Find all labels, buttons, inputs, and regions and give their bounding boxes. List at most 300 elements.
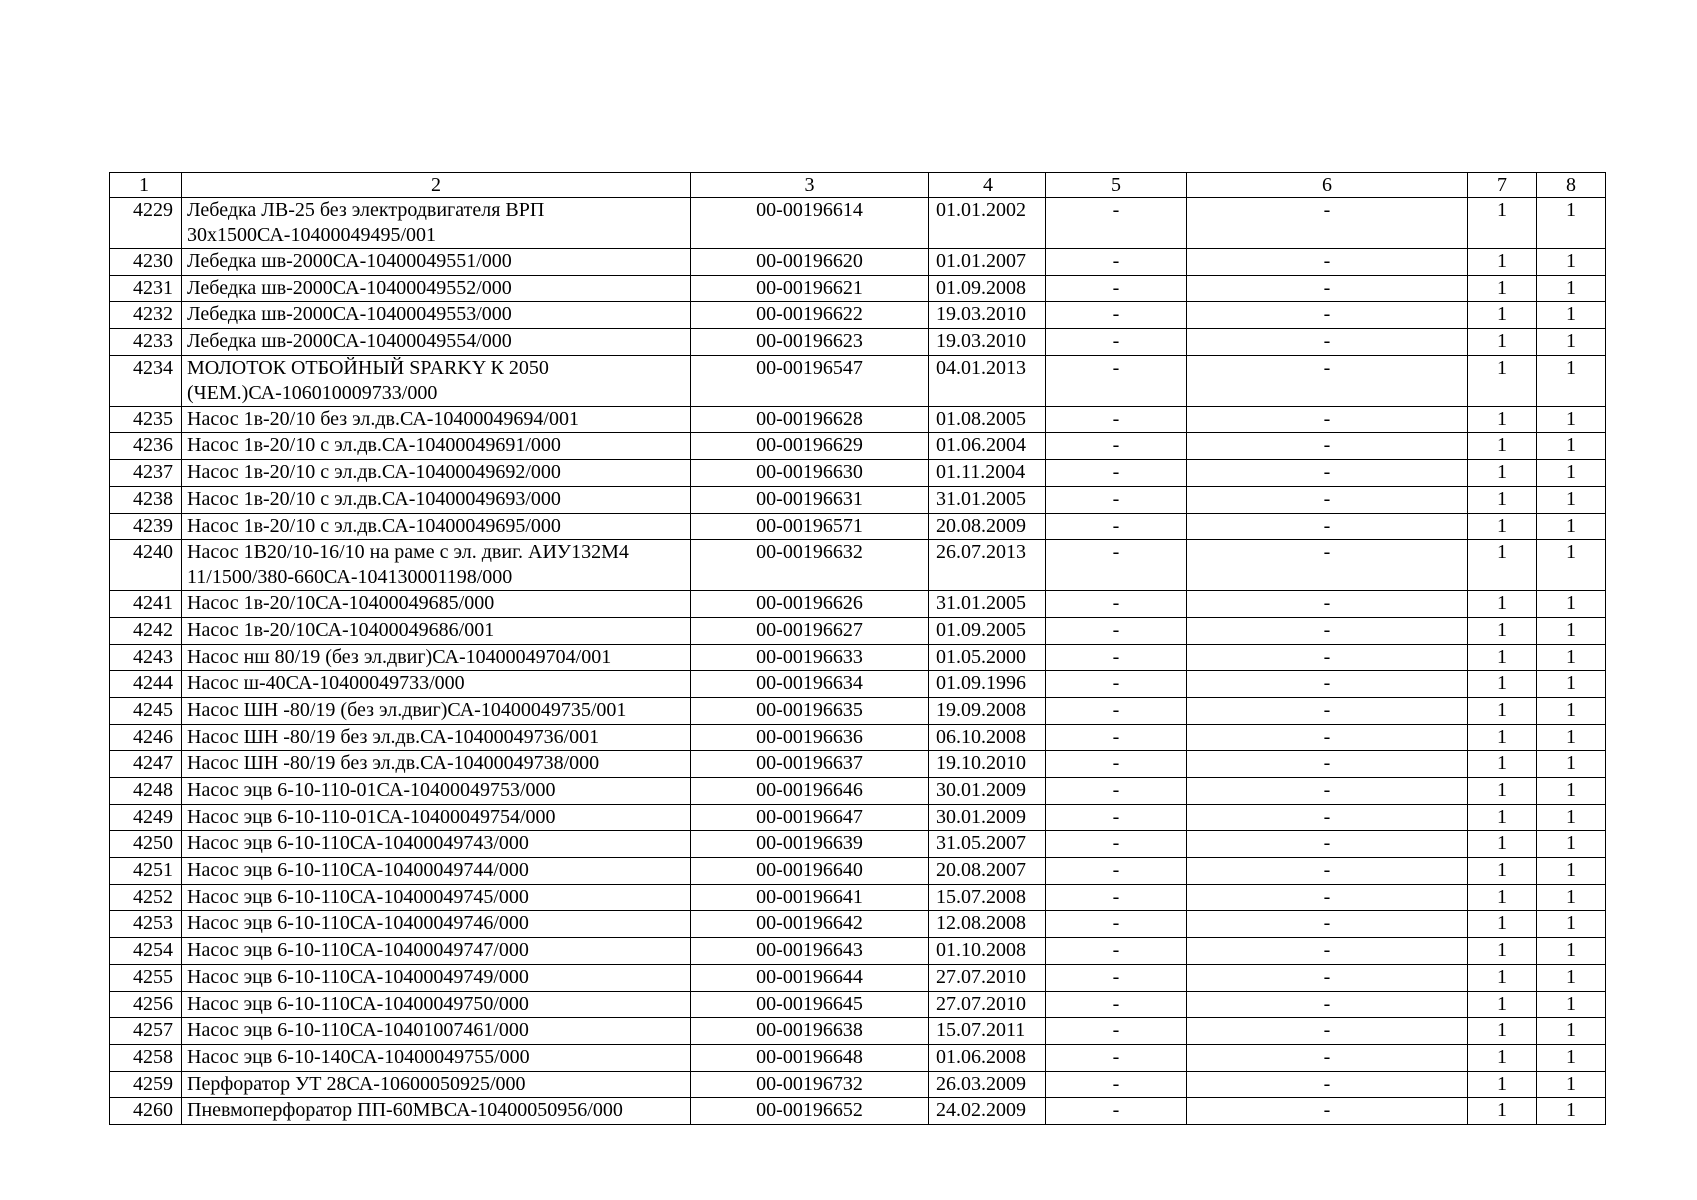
item-name-cell: Насос 1в-20/10 с эл.дв.СА-10400049693/000 — [182, 486, 691, 513]
row-number-cell: 4255 — [110, 964, 182, 991]
row-number-cell: 4247 — [110, 751, 182, 778]
date-cell: 01.09.2005 — [929, 617, 1046, 644]
column-8-cell: 1 — [1537, 911, 1606, 938]
item-name-cell: Насос эцв 6-10-110СА-10400049743/000 — [182, 831, 691, 858]
column-7-cell: 1 — [1468, 911, 1537, 938]
table-row — [110, 1071, 1606, 1098]
column-5-cell: - — [1046, 697, 1187, 724]
date-cell: 01.09.1996 — [929, 671, 1046, 698]
row-number-cell: 4244 — [110, 671, 182, 698]
column-7-cell: 1 — [1468, 486, 1537, 513]
row-number-cell: 4253 — [110, 911, 182, 938]
table-row — [110, 778, 1606, 805]
inventory-table — [109, 172, 1606, 1125]
item-name-cell: Пневмоперфоратор ПП-60МВСА-10400050956/000 — [182, 1098, 691, 1125]
date-cell: 30.01.2009 — [929, 778, 1046, 805]
column-5-cell: - — [1046, 991, 1187, 1018]
column-8-cell: 1 — [1537, 831, 1606, 858]
column-5-cell: - — [1046, 1098, 1187, 1125]
column-5-cell: - — [1046, 911, 1187, 938]
inventory-number-cell: 00-00196643 — [691, 938, 929, 965]
column-6-cell: - — [1187, 617, 1468, 644]
item-name-cell: Насос 1в-20/10СА-10400049685/000 — [182, 591, 691, 618]
header-cell-3: 3 — [691, 173, 929, 198]
column-8-cell: 1 — [1537, 938, 1606, 965]
column-7-cell: 1 — [1468, 1018, 1537, 1045]
column-8-cell: 1 — [1537, 406, 1606, 433]
column-5-cell: - — [1046, 831, 1187, 858]
table-row — [110, 697, 1606, 724]
date-cell: 20.08.2007 — [929, 858, 1046, 885]
column-8-cell: 1 — [1537, 513, 1606, 540]
column-6-cell: - — [1187, 486, 1468, 513]
table-row — [110, 1044, 1606, 1071]
row-number-cell: 4232 — [110, 302, 182, 329]
table-row — [110, 591, 1606, 618]
column-7-cell: 1 — [1468, 591, 1537, 618]
column-6-cell: - — [1187, 778, 1468, 805]
column-7-cell: 1 — [1468, 513, 1537, 540]
inventory-number-cell: 00-00196636 — [691, 724, 929, 751]
header-cell-7: 7 — [1468, 173, 1537, 198]
row-number-cell: 4240 — [110, 540, 182, 591]
item-name-cell: Насос 1в-20/10 без эл.дв.СА-10400049694/001 — [182, 406, 691, 433]
column-5-cell: - — [1046, 644, 1187, 671]
date-cell: 31.05.2007 — [929, 831, 1046, 858]
column-6-cell: - — [1187, 1044, 1468, 1071]
column-7-cell: 1 — [1468, 1071, 1537, 1098]
item-name-cell: Насос ШН -80/19 без эл.дв.СА-10400049736/001 — [182, 724, 691, 751]
column-6-cell: - — [1187, 591, 1468, 618]
column-8-cell: 1 — [1537, 433, 1606, 460]
column-5-cell: - — [1046, 513, 1187, 540]
item-name-cell: Насос 1в-20/10 с эл.дв.СА-10400049691/000 — [182, 433, 691, 460]
column-7-cell: 1 — [1468, 697, 1537, 724]
inventory-number-cell: 00-00196626 — [691, 591, 929, 618]
date-cell: 01.05.2000 — [929, 644, 1046, 671]
table-row — [110, 751, 1606, 778]
column-5-cell: - — [1046, 1044, 1187, 1071]
item-name-cell: Насос ШН -80/19 (без эл.двиг)СА-10400049735/001 — [182, 697, 691, 724]
table-row — [110, 858, 1606, 885]
date-cell: 30.01.2009 — [929, 804, 1046, 831]
row-number-cell: 4234 — [110, 355, 182, 406]
item-name-cell: Насос эцв 6-10-110СА-10400049750/000 — [182, 991, 691, 1018]
table-row — [110, 804, 1606, 831]
date-cell: 26.07.2013 — [929, 540, 1046, 591]
column-5-cell: - — [1046, 329, 1187, 356]
inventory-number-cell: 00-00196627 — [691, 617, 929, 644]
inventory-number-cell: 00-00196634 — [691, 671, 929, 698]
item-name-cell: Лебедка шв-2000СА-10400049551/000 — [182, 249, 691, 276]
column-6-cell: - — [1187, 275, 1468, 302]
column-5-cell: - — [1046, 858, 1187, 885]
table-row — [110, 540, 1606, 591]
column-8-cell: 1 — [1537, 591, 1606, 618]
row-number-cell: 4242 — [110, 617, 182, 644]
column-5-cell: - — [1046, 275, 1187, 302]
row-number-cell: 4258 — [110, 1044, 182, 1071]
header-cell-2: 2 — [182, 173, 691, 198]
column-8-cell: 1 — [1537, 697, 1606, 724]
column-7-cell: 1 — [1468, 964, 1537, 991]
column-8-cell: 1 — [1537, 617, 1606, 644]
column-6-cell: - — [1187, 884, 1468, 911]
item-name-cell: Насос эцв 6-10-110СА-10400049744/000 — [182, 858, 691, 885]
item-name-cell: Насос эцв 6-10-110СА-10400049747/000 — [182, 938, 691, 965]
date-cell: 31.01.2005 — [929, 486, 1046, 513]
item-name-cell: Лебедка шв-2000СА-10400049553/000 — [182, 302, 691, 329]
row-number-cell: 4252 — [110, 884, 182, 911]
item-name-cell: Насос эцв 6-10-110СА-10401007461/000 — [182, 1018, 691, 1045]
inventory-number-cell: 00-00196642 — [691, 911, 929, 938]
column-6-cell: - — [1187, 198, 1468, 249]
item-name-cell: Насос 1в-20/10СА-10400049686/001 — [182, 617, 691, 644]
row-number-cell: 4231 — [110, 275, 182, 302]
column-7-cell: 1 — [1468, 938, 1537, 965]
item-name-cell: Лебедка ЛВ-25 без электродвигателя ВРП 30х1500СА-10400049495/001 — [182, 198, 691, 249]
row-number-cell: 4251 — [110, 858, 182, 885]
table-row — [110, 460, 1606, 487]
column-6-cell: - — [1187, 1018, 1468, 1045]
column-5-cell: - — [1046, 884, 1187, 911]
date-cell: 27.07.2010 — [929, 964, 1046, 991]
column-5-cell: - — [1046, 198, 1187, 249]
column-7-cell: 1 — [1468, 406, 1537, 433]
column-7-cell: 1 — [1468, 1044, 1537, 1071]
column-5-cell: - — [1046, 540, 1187, 591]
inventory-number-cell: 00-00196632 — [691, 540, 929, 591]
column-7-cell: 1 — [1468, 355, 1537, 406]
date-cell: 01.06.2004 — [929, 433, 1046, 460]
inventory-number-cell: 00-00196622 — [691, 302, 929, 329]
inventory-number-cell: 00-00196640 — [691, 858, 929, 885]
item-name-cell: Насос эцв 6-10-110СА-10400049745/000 — [182, 884, 691, 911]
column-8-cell: 1 — [1537, 460, 1606, 487]
column-5-cell: - — [1046, 406, 1187, 433]
inventory-number-cell: 00-00196652 — [691, 1098, 929, 1125]
row-number-cell: 4257 — [110, 1018, 182, 1045]
column-8-cell: 1 — [1537, 355, 1606, 406]
column-8-cell: 1 — [1537, 858, 1606, 885]
item-name-cell: Насос 1в-20/10 с эл.дв.СА-10400049692/000 — [182, 460, 691, 487]
date-cell: 01.01.2007 — [929, 249, 1046, 276]
inventory-number-cell: 00-00196630 — [691, 460, 929, 487]
inventory-number-cell: 00-00196638 — [691, 1018, 929, 1045]
table-row — [110, 911, 1606, 938]
column-7-cell: 1 — [1468, 275, 1537, 302]
item-name-cell: Насос эцв 6-10-140СА-10400049755/000 — [182, 1044, 691, 1071]
header-cell-1: 1 — [110, 173, 182, 198]
row-number-cell: 4245 — [110, 697, 182, 724]
column-7-cell: 1 — [1468, 302, 1537, 329]
table-row — [110, 302, 1606, 329]
column-5-cell: - — [1046, 751, 1187, 778]
item-name-cell: Насос 1В20/10-16/10 на раме с эл. двиг. АИУ132М4 11/1500/380-660СА-104130001198/000 — [182, 540, 691, 591]
inventory-number-cell: 00-00196637 — [691, 751, 929, 778]
column-5-cell: - — [1046, 302, 1187, 329]
document-sheet — [109, 172, 1599, 1125]
column-7-cell: 1 — [1468, 831, 1537, 858]
column-7-cell: 1 — [1468, 460, 1537, 487]
row-number-cell: 4250 — [110, 831, 182, 858]
column-7-cell: 1 — [1468, 991, 1537, 1018]
date-cell: 06.10.2008 — [929, 724, 1046, 751]
column-6-cell: - — [1187, 697, 1468, 724]
header-cell-6: 6 — [1187, 173, 1468, 198]
inventory-number-cell: 00-00196621 — [691, 275, 929, 302]
table-row — [110, 884, 1606, 911]
column-6-cell: - — [1187, 991, 1468, 1018]
table-row — [110, 486, 1606, 513]
column-6-cell: - — [1187, 433, 1468, 460]
row-number-cell: 4256 — [110, 991, 182, 1018]
table-row — [110, 275, 1606, 302]
column-8-cell: 1 — [1537, 991, 1606, 1018]
row-number-cell: 4236 — [110, 433, 182, 460]
column-8-cell: 1 — [1537, 1018, 1606, 1045]
table-row — [110, 991, 1606, 1018]
inventory-number-cell: 00-00196648 — [691, 1044, 929, 1071]
date-cell: 27.07.2010 — [929, 991, 1046, 1018]
header-row — [110, 173, 1606, 198]
column-6-cell: - — [1187, 751, 1468, 778]
column-6-cell: - — [1187, 831, 1468, 858]
item-name-cell: Насос эцв 6-10-110СА-10400049746/000 — [182, 911, 691, 938]
column-6-cell: - — [1187, 513, 1468, 540]
inventory-number-cell: 00-00196623 — [691, 329, 929, 356]
row-number-cell: 4238 — [110, 486, 182, 513]
row-number-cell: 4246 — [110, 724, 182, 751]
header-cell-8: 8 — [1537, 173, 1606, 198]
item-name-cell: Перфоратор УТ 28СА-10600050925/000 — [182, 1071, 691, 1098]
date-cell: 12.08.2008 — [929, 911, 1046, 938]
inventory-number-cell: 00-00196620 — [691, 249, 929, 276]
row-number-cell: 4260 — [110, 1098, 182, 1125]
item-name-cell: Насос ш-40СА-10400049733/000 — [182, 671, 691, 698]
column-7-cell: 1 — [1468, 724, 1537, 751]
column-8-cell: 1 — [1537, 1044, 1606, 1071]
column-7-cell: 1 — [1468, 249, 1537, 276]
column-6-cell: - — [1187, 406, 1468, 433]
header-cell-4: 4 — [929, 173, 1046, 198]
row-number-cell: 4235 — [110, 406, 182, 433]
column-8-cell: 1 — [1537, 751, 1606, 778]
row-number-cell: 4248 — [110, 778, 182, 805]
date-cell: 15.07.2011 — [929, 1018, 1046, 1045]
column-6-cell: - — [1187, 671, 1468, 698]
table-row — [110, 644, 1606, 671]
table-row — [110, 671, 1606, 698]
column-5-cell: - — [1046, 1018, 1187, 1045]
header-cell-5: 5 — [1046, 173, 1187, 198]
table-row — [110, 1098, 1606, 1125]
table-row — [110, 724, 1606, 751]
column-7-cell: 1 — [1468, 751, 1537, 778]
column-7-cell: 1 — [1468, 540, 1537, 591]
column-5-cell: - — [1046, 591, 1187, 618]
table-row — [110, 198, 1606, 249]
date-cell: 15.07.2008 — [929, 884, 1046, 911]
inventory-number-cell: 00-00196628 — [691, 406, 929, 433]
item-name-cell: Лебедка шв-2000СА-10400049552/000 — [182, 275, 691, 302]
column-8-cell: 1 — [1537, 1098, 1606, 1125]
column-7-cell: 1 — [1468, 858, 1537, 885]
date-cell: 24.02.2009 — [929, 1098, 1046, 1125]
column-5-cell: - — [1046, 433, 1187, 460]
table-row — [110, 1018, 1606, 1045]
date-cell: 04.01.2013 — [929, 355, 1046, 406]
column-7-cell: 1 — [1468, 329, 1537, 356]
inventory-number-cell: 00-00196641 — [691, 884, 929, 911]
inventory-number-cell: 00-00196635 — [691, 697, 929, 724]
date-cell: 31.01.2005 — [929, 591, 1046, 618]
column-8-cell: 1 — [1537, 778, 1606, 805]
column-8-cell: 1 — [1537, 486, 1606, 513]
column-6-cell: - — [1187, 964, 1468, 991]
column-8-cell: 1 — [1537, 804, 1606, 831]
date-cell: 20.08.2009 — [929, 513, 1046, 540]
column-6-cell: - — [1187, 938, 1468, 965]
table-row — [110, 831, 1606, 858]
inventory-number-cell: 00-00196732 — [691, 1071, 929, 1098]
row-number-cell: 4259 — [110, 1071, 182, 1098]
item-name-cell: Насос 1в-20/10 с эл.дв.СА-10400049695/000 — [182, 513, 691, 540]
inventory-number-cell: 00-00196631 — [691, 486, 929, 513]
table-body — [110, 198, 1606, 1125]
column-8-cell: 1 — [1537, 724, 1606, 751]
date-cell: 19.09.2008 — [929, 697, 1046, 724]
inventory-number-cell: 00-00196645 — [691, 991, 929, 1018]
column-5-cell: - — [1046, 460, 1187, 487]
column-6-cell: - — [1187, 460, 1468, 487]
column-8-cell: 1 — [1537, 671, 1606, 698]
column-5-cell: - — [1046, 249, 1187, 276]
date-cell: 01.06.2008 — [929, 1044, 1046, 1071]
column-5-cell: - — [1046, 671, 1187, 698]
column-8-cell: 1 — [1537, 302, 1606, 329]
column-6-cell: - — [1187, 540, 1468, 591]
inventory-number-cell: 00-00196571 — [691, 513, 929, 540]
date-cell: 01.08.2005 — [929, 406, 1046, 433]
item-name-cell: Насос эцв 6-10-110-01СА-10400049754/000 — [182, 804, 691, 831]
row-number-cell: 4233 — [110, 329, 182, 356]
item-name-cell: МОЛОТОК ОТБОЙНЫЙ SPARKY К 2050 (ЧЕМ.)СА-106010009733/000 — [182, 355, 691, 406]
row-number-cell: 4249 — [110, 804, 182, 831]
table-row — [110, 938, 1606, 965]
column-5-cell: - — [1046, 1071, 1187, 1098]
table-row — [110, 617, 1606, 644]
column-6-cell: - — [1187, 1071, 1468, 1098]
inventory-number-cell: 00-00196644 — [691, 964, 929, 991]
column-8-cell: 1 — [1537, 275, 1606, 302]
date-cell: 01.01.2002 — [929, 198, 1046, 249]
column-8-cell: 1 — [1537, 198, 1606, 249]
column-6-cell: - — [1187, 302, 1468, 329]
inventory-number-cell: 00-00196639 — [691, 831, 929, 858]
row-number-cell: 4230 — [110, 249, 182, 276]
date-cell: 19.03.2010 — [929, 302, 1046, 329]
column-6-cell: - — [1187, 1098, 1468, 1125]
column-7-cell: 1 — [1468, 804, 1537, 831]
column-5-cell: - — [1046, 938, 1187, 965]
column-8-cell: 1 — [1537, 884, 1606, 911]
item-name-cell: Лебедка шв-2000СА-10400049554/000 — [182, 329, 691, 356]
column-7-cell: 1 — [1468, 198, 1537, 249]
date-cell: 01.09.2008 — [929, 275, 1046, 302]
column-7-cell: 1 — [1468, 884, 1537, 911]
row-number-cell: 4243 — [110, 644, 182, 671]
column-6-cell: - — [1187, 911, 1468, 938]
row-number-cell: 4239 — [110, 513, 182, 540]
column-5-cell: - — [1046, 778, 1187, 805]
column-6-cell: - — [1187, 804, 1468, 831]
table-row — [110, 964, 1606, 991]
column-6-cell: - — [1187, 858, 1468, 885]
item-name-cell: Насос эцв 6-10-110-01СА-10400049753/000 — [182, 778, 691, 805]
inventory-number-cell: 00-00196633 — [691, 644, 929, 671]
inventory-number-cell: 00-00196647 — [691, 804, 929, 831]
item-name-cell: Насос эцв 6-10-110СА-10400049749/000 — [182, 964, 691, 991]
column-8-cell: 1 — [1537, 249, 1606, 276]
column-7-cell: 1 — [1468, 644, 1537, 671]
date-cell: 01.10.2008 — [929, 938, 1046, 965]
row-number-cell: 4254 — [110, 938, 182, 965]
column-7-cell: 1 — [1468, 433, 1537, 460]
column-5-cell: - — [1046, 724, 1187, 751]
column-6-cell: - — [1187, 249, 1468, 276]
table-row — [110, 329, 1606, 356]
inventory-number-cell: 00-00196614 — [691, 198, 929, 249]
column-7-cell: 1 — [1468, 671, 1537, 698]
inventory-number-cell: 00-00196646 — [691, 778, 929, 805]
item-name-cell: Насос нш 80/19 (без эл.двиг)СА-10400049704/001 — [182, 644, 691, 671]
column-6-cell: - — [1187, 644, 1468, 671]
column-7-cell: 1 — [1468, 617, 1537, 644]
column-7-cell: 1 — [1468, 1098, 1537, 1125]
column-8-cell: 1 — [1537, 964, 1606, 991]
item-name-cell: Насос ШН -80/19 без эл.дв.СА-10400049738/000 — [182, 751, 691, 778]
date-cell: 26.03.2009 — [929, 1071, 1046, 1098]
date-cell: 19.03.2010 — [929, 329, 1046, 356]
column-6-cell: - — [1187, 355, 1468, 406]
table-row — [110, 513, 1606, 540]
row-number-cell: 4229 — [110, 198, 182, 249]
column-8-cell: 1 — [1537, 540, 1606, 591]
column-5-cell: - — [1046, 617, 1187, 644]
inventory-number-cell: 00-00196629 — [691, 433, 929, 460]
table-row — [110, 433, 1606, 460]
column-8-cell: 1 — [1537, 644, 1606, 671]
column-6-cell: - — [1187, 724, 1468, 751]
date-cell: 01.11.2004 — [929, 460, 1046, 487]
column-5-cell: - — [1046, 804, 1187, 831]
column-8-cell: 1 — [1537, 1071, 1606, 1098]
table-row — [110, 249, 1606, 276]
table-row — [110, 406, 1606, 433]
table-row — [110, 355, 1606, 406]
column-7-cell: 1 — [1468, 778, 1537, 805]
column-5-cell: - — [1046, 964, 1187, 991]
column-5-cell: - — [1046, 486, 1187, 513]
column-6-cell: - — [1187, 329, 1468, 356]
column-8-cell: 1 — [1537, 329, 1606, 356]
row-number-cell: 4237 — [110, 460, 182, 487]
inventory-number-cell: 00-00196547 — [691, 355, 929, 406]
date-cell: 19.10.2010 — [929, 751, 1046, 778]
row-number-cell: 4241 — [110, 591, 182, 618]
column-5-cell: - — [1046, 355, 1187, 406]
